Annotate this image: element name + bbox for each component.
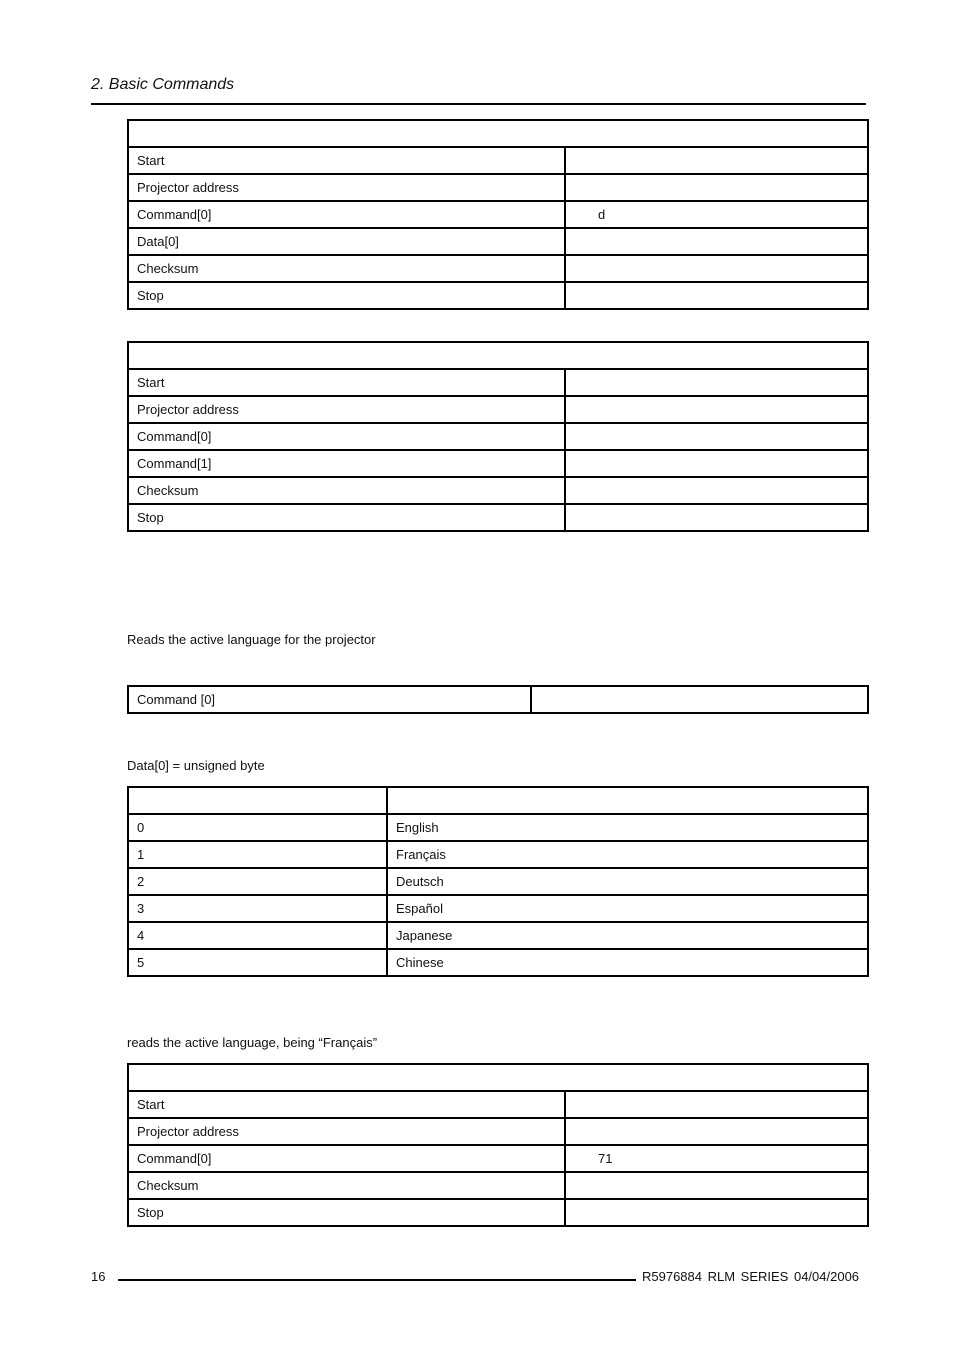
- language-cell: Français: [387, 841, 868, 868]
- value-cell: [565, 1172, 868, 1199]
- example-note: reads the active language, being “Français”: [127, 1035, 378, 1050]
- header-divider: [91, 103, 866, 105]
- field-cell: Start: [128, 369, 565, 396]
- value-cell: [565, 147, 868, 174]
- language-cell: English: [387, 814, 868, 841]
- value-cell: [565, 174, 868, 201]
- page-number: 16: [91, 1269, 106, 1284]
- language-cell: Español: [387, 895, 868, 922]
- code-cell: 4: [128, 922, 387, 949]
- table-row: [128, 147, 868, 174]
- table-row: [128, 814, 868, 841]
- value-cell: [565, 255, 868, 282]
- field-cell: Command[0]: [128, 201, 565, 228]
- value-cell: [565, 1091, 868, 1118]
- field-cell: Command[0]: [128, 1145, 565, 1172]
- table-row: [128, 282, 868, 309]
- language-cell: Deutsch: [387, 868, 868, 895]
- value-cell: [565, 477, 868, 504]
- table-row: [128, 255, 868, 282]
- table-caption: [128, 342, 868, 369]
- field-cell: Stop: [128, 1199, 565, 1226]
- value-cell: [565, 282, 868, 309]
- command-byte-table: [127, 685, 869, 714]
- table-caption: [128, 1064, 868, 1091]
- table-row: [128, 174, 868, 201]
- table-row: [128, 1172, 868, 1199]
- value-cell: [565, 1118, 868, 1145]
- value-cell: [565, 1199, 868, 1226]
- table-row: [128, 1199, 868, 1226]
- value-cell: [565, 450, 868, 477]
- command-table-3: [127, 1063, 869, 1227]
- value-cell: d: [565, 201, 868, 228]
- table-row: [128, 1145, 868, 1172]
- field-cell: Data[0]: [128, 228, 565, 255]
- code-cell: 5: [128, 949, 387, 976]
- table-row: [128, 477, 868, 504]
- section-header: 2. Basic Commands: [91, 76, 235, 93]
- table-header-row: [128, 787, 868, 814]
- field-cell: Command[0]: [128, 423, 565, 450]
- command-table-2: [127, 341, 869, 532]
- code-cell: 3: [128, 895, 387, 922]
- value-cell: [565, 423, 868, 450]
- field-cell: Projector address: [128, 174, 565, 201]
- table-row: [128, 922, 868, 949]
- language-cell: Chinese: [387, 949, 868, 976]
- field-cell: Checksum: [128, 1172, 565, 1199]
- command-value-cell: [531, 686, 868, 713]
- data-note: Data[0] = unsigned byte: [127, 758, 265, 773]
- table-row: [128, 369, 868, 396]
- table-row: [128, 228, 868, 255]
- code-cell: 1: [128, 841, 387, 868]
- field-cell: Projector address: [128, 1118, 565, 1145]
- table-row: [128, 450, 868, 477]
- table-row: [128, 1091, 868, 1118]
- value-cell: [565, 504, 868, 531]
- field-cell: Start: [128, 1091, 565, 1118]
- column-header: [387, 787, 868, 814]
- table-row: [128, 868, 868, 895]
- code-cell: 0: [128, 814, 387, 841]
- table-row: [128, 201, 868, 228]
- column-header: [128, 787, 387, 814]
- command-label-cell: Command [0]: [128, 686, 531, 713]
- field-cell: Stop: [128, 282, 565, 309]
- field-cell: Projector address: [128, 396, 565, 423]
- table-row: [128, 895, 868, 922]
- value-cell: [565, 396, 868, 423]
- value-cell: [565, 228, 868, 255]
- language-cell: Japanese: [387, 922, 868, 949]
- table-caption: [128, 120, 868, 147]
- description-text: Reads the active language for the projector: [127, 632, 376, 647]
- table-row: [128, 504, 868, 531]
- table-row: [128, 841, 868, 868]
- table-row: [128, 396, 868, 423]
- field-cell: Checksum: [128, 477, 565, 504]
- table-row: [128, 423, 868, 450]
- value-cell: [565, 369, 868, 396]
- value-cell: 71: [565, 1145, 868, 1172]
- footer-divider: [118, 1279, 636, 1281]
- code-cell: 2: [128, 868, 387, 895]
- language-table: [127, 786, 869, 977]
- document-reference: R5976884 RLM SERIES 04/04/2006: [642, 1269, 860, 1284]
- table-row: [128, 686, 868, 713]
- field-cell: Command[1]: [128, 450, 565, 477]
- field-cell: Stop: [128, 504, 565, 531]
- table-row: [128, 949, 868, 976]
- field-cell: Checksum: [128, 255, 565, 282]
- field-cell: Start: [128, 147, 565, 174]
- command-table-1: [127, 119, 869, 310]
- table-row: [128, 1118, 868, 1145]
